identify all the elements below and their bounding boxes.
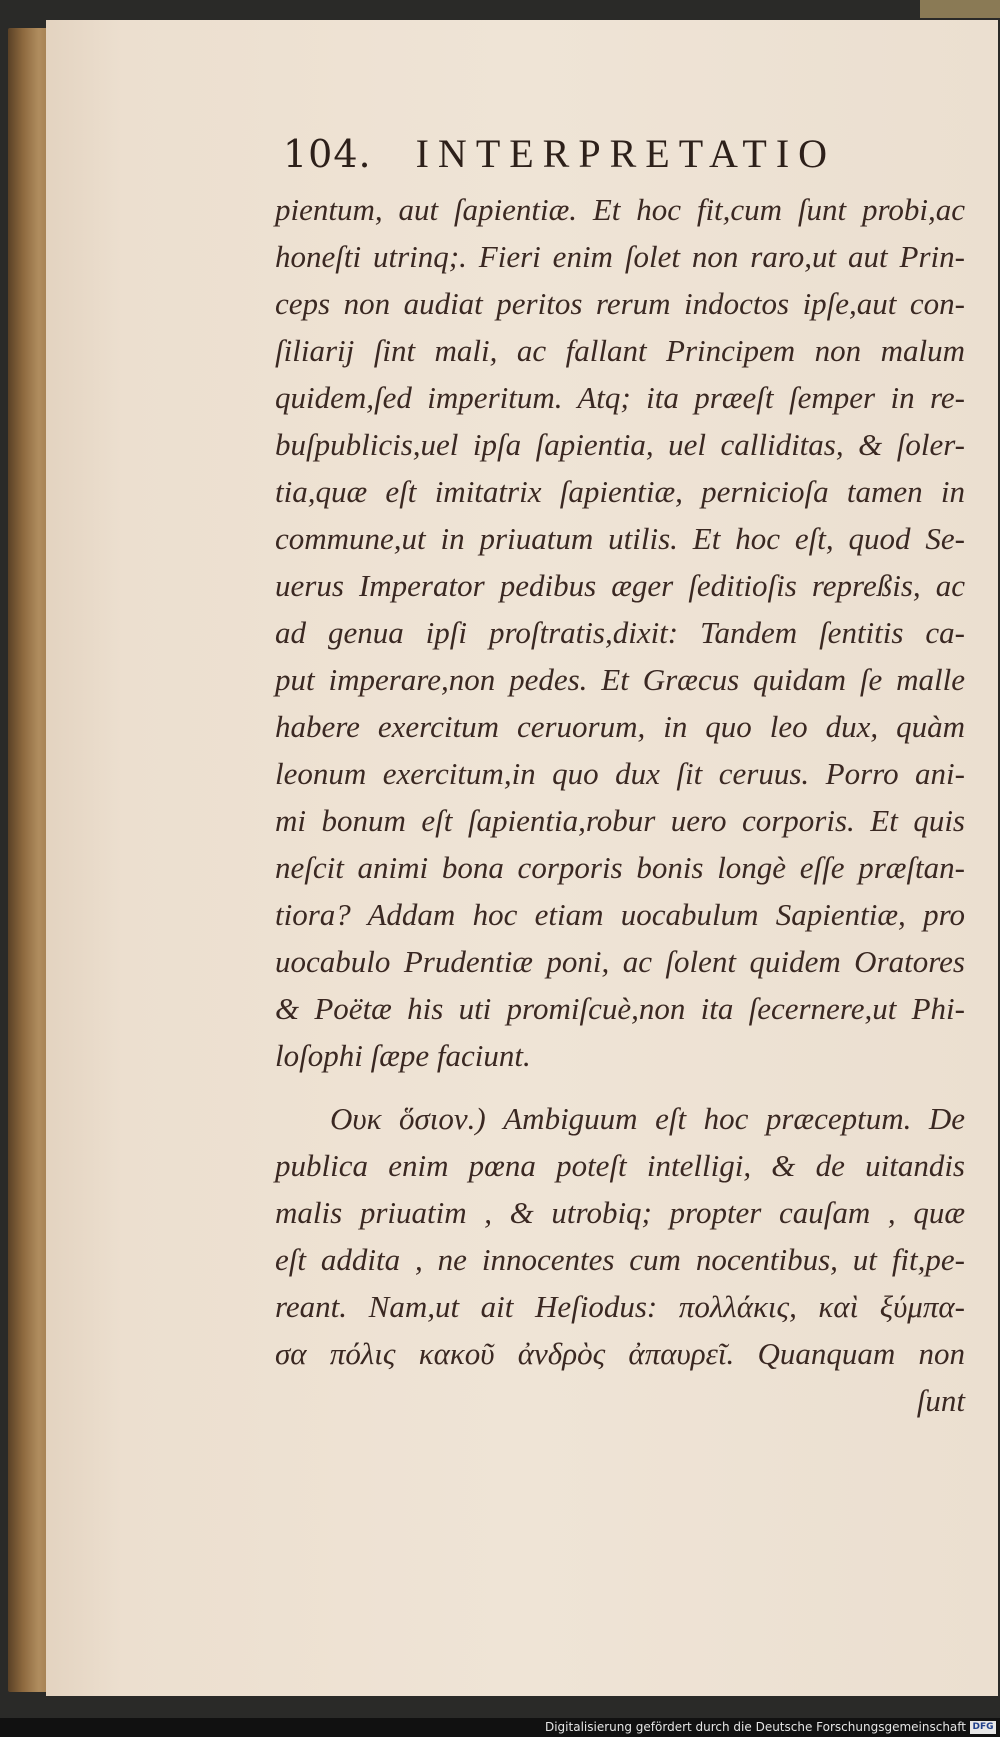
text-line: tia,quæ eſt imitatrix ſapientiæ, pernicioſa tamen in xyxy=(275,474,965,509)
text-line: quidem,ſed imperitum. Atq; ita præeſt ſemper in re- xyxy=(275,380,965,415)
catchword: ſunt xyxy=(916,1383,965,1418)
text-line: habere exercitum ceruorum, in quo leo dux, quàm xyxy=(275,709,965,744)
footer-bar xyxy=(0,1718,1000,1737)
text-line: uerus Imperator pedibus æger ſeditioſis repreßis, ac xyxy=(275,568,965,603)
running-title: INTERPRETATIO xyxy=(415,131,837,176)
text-line: eſt addita , ne innocentes cum nocentibus, ut fit,pe- xyxy=(275,1242,965,1277)
text-line: ad genua ipſi proſtratis,dixit: Tandem ſentitis ca- xyxy=(275,615,965,650)
text-line: commune,ut in priuatum utilis. Et hoc eſt, quod Se- xyxy=(275,521,965,556)
paragraph-gap xyxy=(275,1079,965,1095)
body-text xyxy=(275,186,965,1424)
text-line: mi bonum eſt ſapientia,robur uero corporis. Et quis xyxy=(275,803,965,838)
text-line: & Poëtæ his uti promiſcuè,non ita ſecernere,ut Phi- xyxy=(275,991,965,1026)
text-line: buſpublicis,uel ipſa ſapientia, uel calliditas, & ſoler- xyxy=(275,427,965,462)
text-line: tiora? Addam hoc etiam uocabulum Sapientiæ, pro xyxy=(275,897,965,932)
text-line: ceps non audiat peritos rerum indoctos ipſe,aut con- xyxy=(275,286,965,321)
page-header xyxy=(283,130,836,180)
text-line: malis priuatim , & utrobiq; propter cauſam , quæ xyxy=(275,1195,965,1230)
text-line: ſiliarij ſint mali, ac fallant Principem non malum xyxy=(275,333,965,368)
text-line: honeſti utrinq;. Fieri enim ſolet non raro,ut aut Prin- xyxy=(275,239,965,274)
text-line: neſcit animi bona corporis bonis longè eſſe præſtan- xyxy=(275,850,965,885)
text-line: reant. Nam,ut ait Heſiodus: πολλάκις, καὶ ξύμπα- xyxy=(275,1289,965,1324)
scan-corner-strip xyxy=(920,0,1000,18)
footer-credit: Digitalisierung gefördert durch die Deutsche Forschungsgemeinschaft xyxy=(544,1720,966,1734)
text-line: leonum exercitum,in quo dux ſit ceruus. Porro ani- xyxy=(275,756,965,791)
page-number: 104. xyxy=(283,132,372,176)
text-line: σα πόλις κακοῦ ἀνδρὸς ἀπαυρεῖ. Quanquam non xyxy=(275,1336,965,1371)
text-line: publica enim pœna poteſt intelligi, & de uitandis xyxy=(275,1148,965,1183)
text-line: Ουκ ὅσιον.) Ambiguum eſt hoc præceptum. De xyxy=(330,1101,965,1136)
text-line: put imperare,non pedes. Et Græcus quidam ſe malle xyxy=(275,662,965,697)
text-line: pientum, aut ſapientiæ. Et hoc fit,cum ſunt probi,ac xyxy=(275,192,965,227)
dfg-logo: DFG xyxy=(970,1721,996,1734)
text-line: loſophi ſæpe faciunt. xyxy=(275,1038,531,1073)
text-line: uocabulo Prudentiæ poni, ac ſolent quidem Oratores xyxy=(275,944,965,979)
